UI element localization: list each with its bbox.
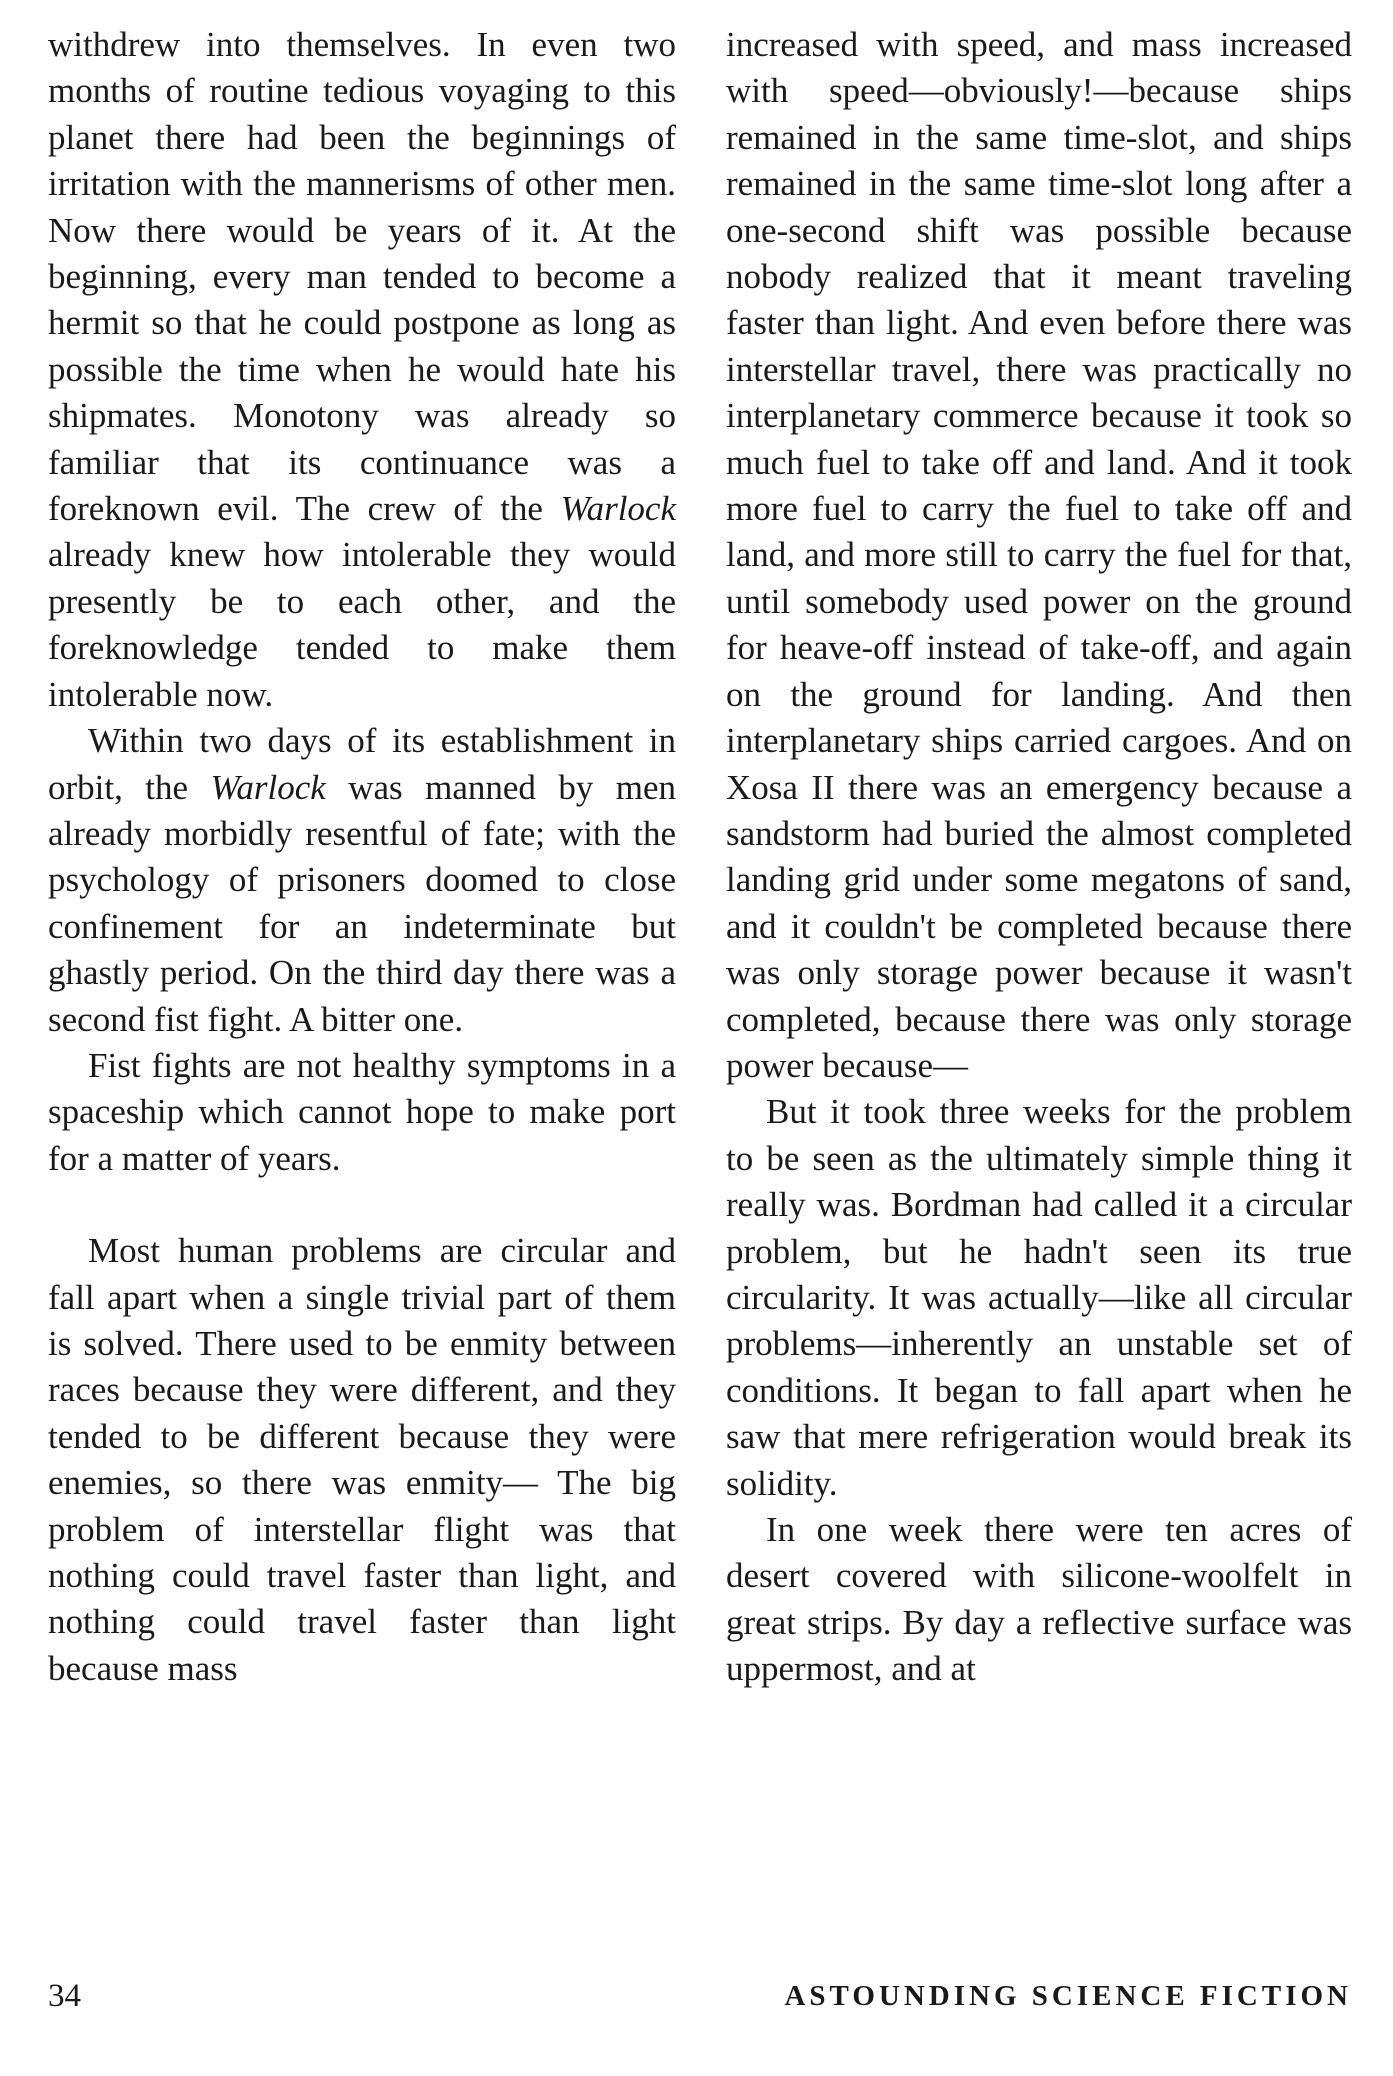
ship-name: Warlock xyxy=(210,767,326,807)
paragraph-one-week: In one week there were ten acres of desert covered with silicone-woolfelt in great strips. By day a reflective surface was uppermost, and at xyxy=(726,1510,1352,1689)
paragraph-human-problems: Most human problems are circular and fall apart when a single trivial part of them is solved. There used to be enmity between races because they were different, and they tended to be different because they were enemies, so there was enmity— The big problem of interstellar flight was that nothing could travel faster than light, and nothing could travel faster than light because mass xyxy=(48,1231,676,1688)
paragraph-within-two-days: Within two days of its establishment in orbit, the Warlock was manned by men already morbidly resentful of fate; with the psychology of prisoners doomed to close confinement for an indeterminate but ghastly period. On the third day there was a second fist fight. A bitter one. xyxy=(48,721,676,1039)
section-break xyxy=(48,1182,676,1228)
page-number: 34 xyxy=(48,1978,81,2014)
paragraph-mass-increased: increased with speed, and mass increased with speed—obviously!—because ships remained in the same time-slot, and ships remained in the same time-slot long after a one-second shift was possible because nobody realized that it meant traveling faster than light. And even before there was interstellar travel, there was practically no interplanetary commerce because it took so much fuel to take off and land. And it took more fuel to carry the fuel to take off and land, and more still to carry the fuel for that, until somebody used power on the ground for heave-off instead of take-off, and again on the ground for landing. And then interplanetary ships carried cargoes. And on Xosa II there was an emergency because a sandstorm had buried the almost completed landing grid under some megatons of sand, and it couldn't be completed because there was only storage power because it wasn't completed, because there was only storage power because— xyxy=(726,25,1352,1085)
right-column xyxy=(726,22,1352,1693)
running-title: ASTOUNDING SCIENCE FICTION xyxy=(784,1980,1352,2012)
left-column xyxy=(48,22,676,1692)
ship-name: Warlock xyxy=(560,489,676,529)
paragraph-three-weeks: But it took three weeks for the problem to be seen as the ultimately simple thing it really was. Bordman had called it a circular problem, but he hadn't seen its true circularity. It was actually—like all circular problems—inherently an unstable set of conditions. It began to fall apart when he saw that mere refrigeration would break its solidity. xyxy=(726,1092,1352,1503)
page-footer xyxy=(48,1978,1352,2028)
paragraph-withdrew: withdrew into themselves. In even two months of routine tedious voyaging to this planet there had been the beginnings of irritation with the mannerisms of other men. Now there would be years of it. At the beginning, every man tended to become a hermit so that he could postpone as long as possible the time when he would hate his shipmates. Monotony was already so familiar that its continuance was a foreknown evil. The crew of the Warlock already knew how intolerable they would presently be to each other, and the foreknowledge tended to make them intolerable now. xyxy=(48,25,676,714)
paragraph-fist-fights: Fist fights are not healthy symptoms in a spaceship which cannot hope to make port for a matter of years. xyxy=(48,1045,676,1178)
